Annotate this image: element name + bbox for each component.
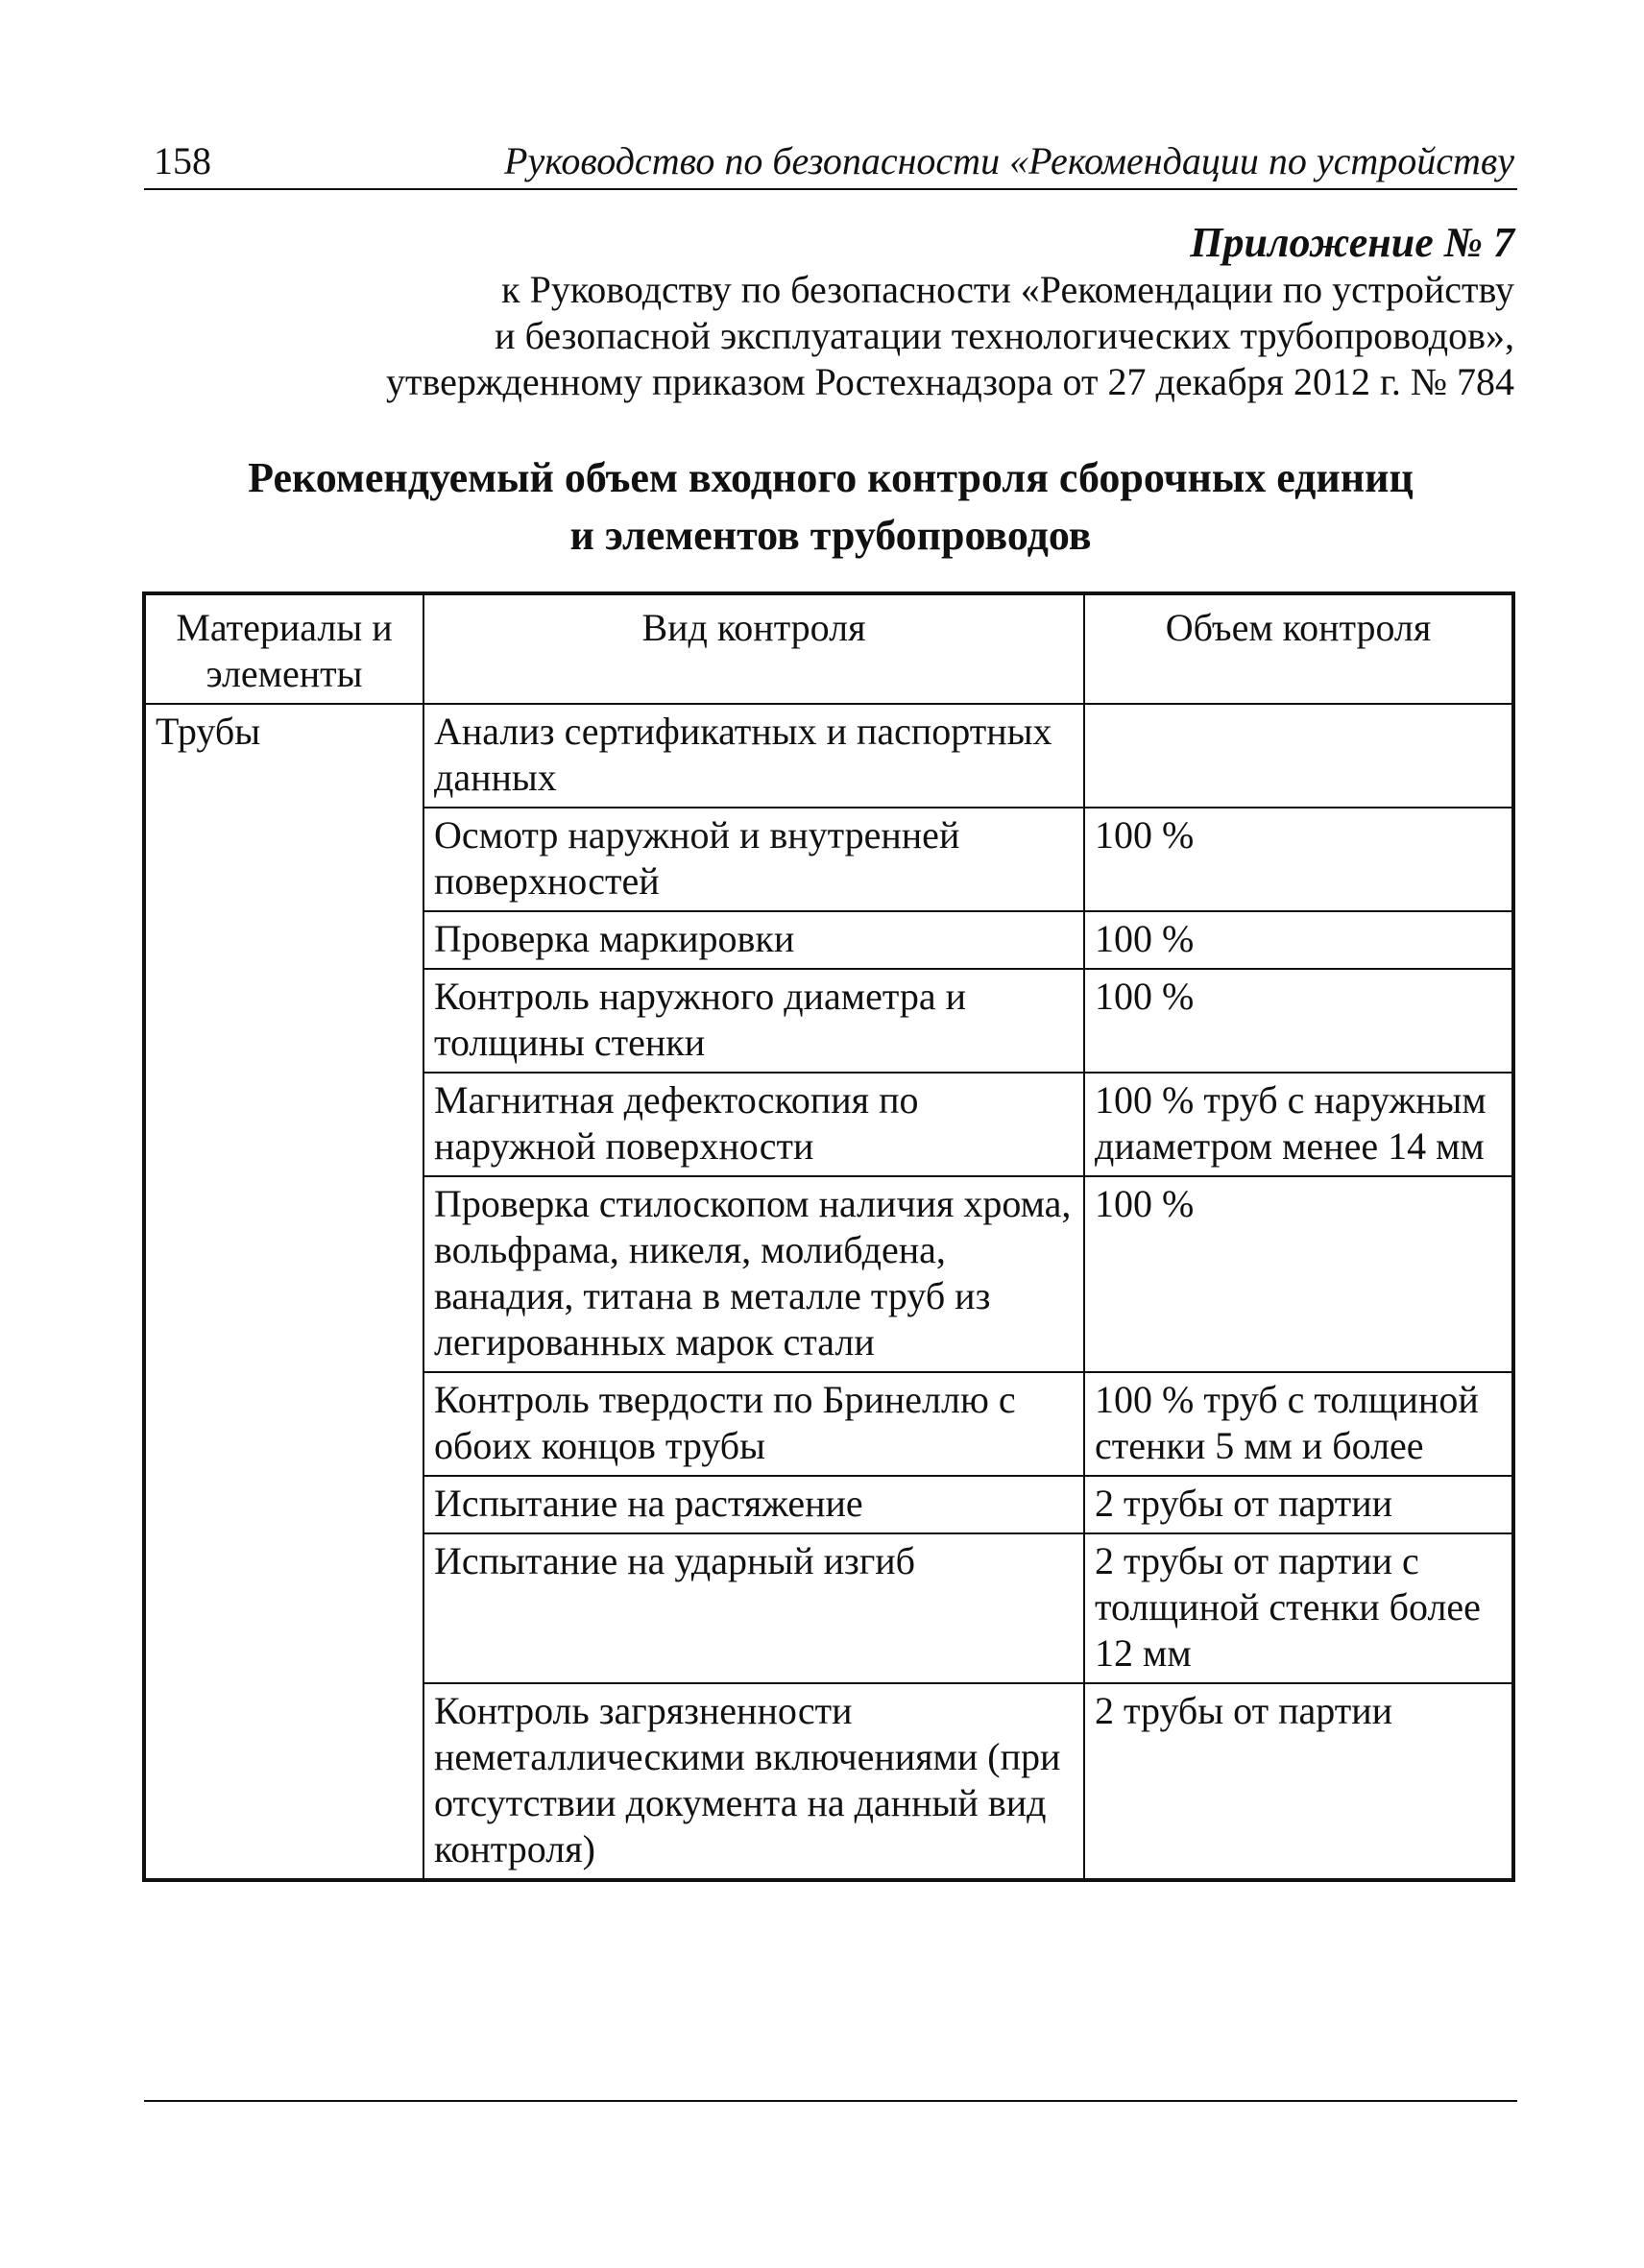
control-volume-cell: 2 трубы от партии с толщиной стенки более 12 мм (1084, 1533, 1512, 1683)
control-volume-cell: 2 трубы от партии (1084, 1476, 1512, 1533)
header-kind: Вид контроля (423, 594, 1084, 704)
control-kind-cell: Контроль наружного диаметра и толщины стенки (423, 969, 1084, 1073)
control-volume-cell: 100 % (1084, 808, 1512, 911)
document-title-line: Рекомендуемый объем входного контроля сборочных единиц (248, 454, 1414, 501)
control-volume-cell: 100 % труб с толщиной стенки 5 мм и более (1084, 1372, 1512, 1476)
control-kind-cell: Проверка стилоскопом наличия хрома, вольфрама, никеля, молибдена, ванадия, титана в металле труб из легированных марок стали (423, 1176, 1084, 1372)
header-material: Материалы и элементы (145, 594, 423, 704)
control-volume-cell: 100 % (1084, 1176, 1512, 1372)
table-row (145, 704, 1512, 808)
header-rule (144, 188, 1517, 190)
document-title (144, 449, 1517, 565)
control-volume-cell: 100 % труб с наружным диаметром менее 14 мм (1084, 1073, 1512, 1176)
appendix-reference (170, 267, 1514, 405)
control-kind-cell: Испытание на ударный изгиб (423, 1533, 1084, 1683)
control-kind-cell: Испытание на растяжение (423, 1476, 1084, 1533)
appendix-label: Приложение № 7 (1190, 219, 1514, 266)
control-kind-cell: Проверка маркировки (423, 911, 1084, 969)
inspection-table (144, 593, 1513, 1880)
running-head: Руководство по безопасности «Рекомендации по устройству (504, 139, 1514, 182)
appendix-reference-line: утвержденному приказом Ростехнадзора от 27 декабря 2012 г. № 784 (386, 360, 1514, 403)
control-volume-cell: 100 % (1084, 911, 1512, 969)
document-title-line: и элементов трубопроводов (569, 512, 1092, 559)
control-volume-cell (1084, 704, 1512, 808)
control-kind-cell: Анализ сертификатных и паспортных данных (423, 704, 1084, 808)
appendix-reference-line: и безопасной эксплуатации технологических трубопроводов», (495, 314, 1514, 357)
control-volume-cell: 100 % (1084, 969, 1512, 1073)
appendix-reference-line: к Руководству по безопасности «Рекомендации по устройству (501, 268, 1514, 311)
material-group-cell: Трубы (145, 704, 423, 1879)
control-kind-cell: Магнитная дефектоскопия по наружной поверхности (423, 1073, 1084, 1176)
control-kind-cell: Осмотр наружной и внутренней поверхностей (423, 808, 1084, 911)
footer-rule (144, 2100, 1517, 2102)
control-kind-cell: Контроль загрязненности неметаллическими включениями (при отсутствии документа на данный вид контроля) (423, 1683, 1084, 1879)
page-number: 158 (154, 139, 211, 182)
control-kind-cell: Контроль твердости по Бринеллю с обоих концов трубы (423, 1372, 1084, 1476)
table-header-row (145, 594, 1512, 704)
control-volume-cell: 2 трубы от партии (1084, 1683, 1512, 1879)
header-volume: Объем контроля (1084, 594, 1512, 704)
